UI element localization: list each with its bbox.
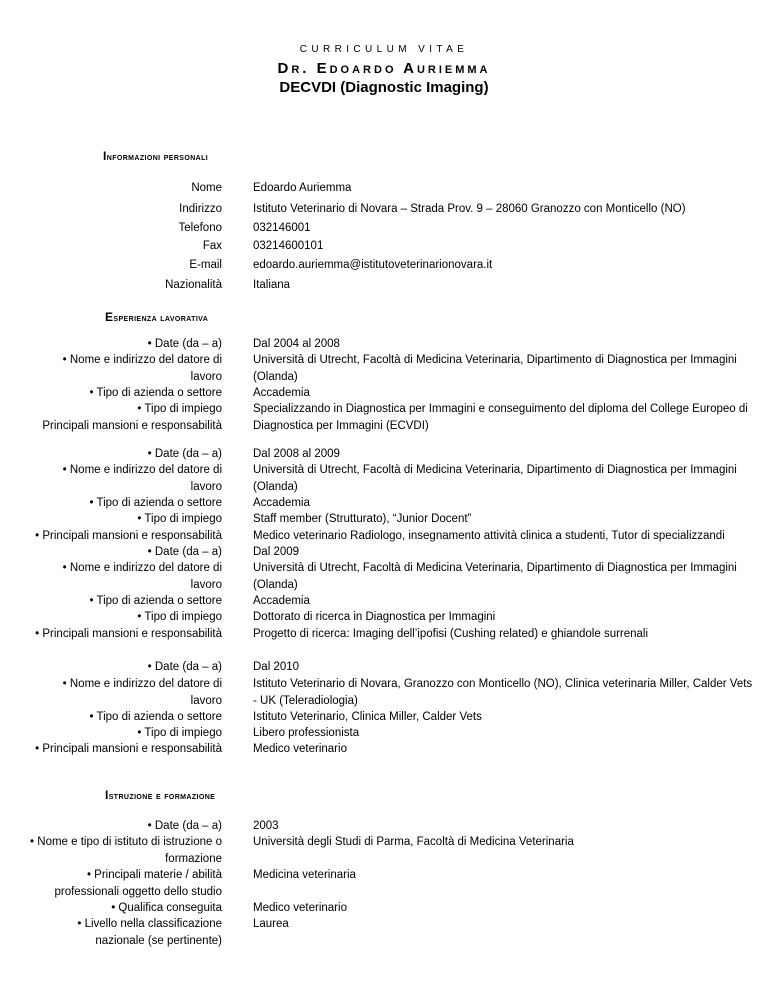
- exp-value-job-type: Specializzando in Diagnostica per Immagini e conseguimento del diploma del College Europeo di Diagnostica per Immagini (ECVDI): [253, 403, 748, 432]
- exp-label-employer: • Nome e indirizzo del datore di lavoro: [62, 464, 222, 493]
- exp-label-date: • Date (da – a): [147, 448, 222, 460]
- label-telefono: Telefono: [178, 222, 222, 234]
- section-heading-experience: Esperienza lavorativa: [105, 310, 209, 324]
- label-indirizzo: Indirizzo: [179, 203, 222, 215]
- edu-value-qualification: Medico veterinario: [253, 902, 347, 914]
- exp-value-job-type: Staff member (Strutturato), “Junior Docent”: [253, 513, 472, 525]
- edu-label-level: • Livello nella classificazione nazionale (se pertinente): [77, 918, 222, 947]
- exp-value-employer: Università di Utrecht, Facoltà di Medicina Veterinaria, Dipartimento di Diagnostica per Immagini (Olanda): [253, 562, 737, 591]
- value-fax: 03214600101: [253, 240, 324, 252]
- exp-label-job-type: • Tipo di impiego: [137, 611, 222, 623]
- section-heading-education: Istruzione e formazione: [105, 788, 216, 802]
- exp-value-job-type: Libero professionista: [253, 727, 360, 739]
- exp-value-job-type: Dottorato di ricerca in Diagnostica per Immagini: [253, 611, 496, 623]
- exp-value-date: Dal 2008 al 2009: [253, 448, 340, 460]
- doc-type-label: CURRICULUM VITAE: [299, 44, 469, 55]
- doc-title: DECVDI (Diagnostic Imaging): [279, 79, 489, 96]
- value-nome: Edoardo Auriemma: [253, 182, 352, 194]
- value-indirizzo: Istituto Veterinario di Novara – Strada Prov. 9 – 28060 Granozzo con Monticello (NO): [253, 203, 686, 215]
- exp-label-date: • Date (da – a): [147, 338, 222, 350]
- exp-value-sector: Accademia: [253, 595, 310, 607]
- exp-label-duties: • Principali mansioni e responsabilità: [35, 628, 222, 640]
- label-nazionalita: Nazionalità: [165, 279, 222, 291]
- exp-value-date: Dal 2004 al 2008: [253, 338, 340, 350]
- exp-label-job-type: • Tipo di impiego: [137, 513, 222, 525]
- exp-label-employer: • Nome e indirizzo del datore di lavoro: [62, 354, 222, 383]
- exp-value-employer: Istituto Veterinario di Novara, Granozzo con Monticello (NO), Clinica veterinaria Miller, Calder Vets - UK (Teleradiologia): [253, 678, 753, 707]
- value-nazionalita: Italiana: [253, 279, 291, 291]
- edu-value-subjects: Medicina veterinaria: [253, 869, 356, 881]
- exp-label-job-type: • Tipo di impiego: [137, 403, 222, 415]
- label-nome: Nome: [191, 182, 222, 194]
- exp-value-date: Dal 2010: [253, 661, 300, 673]
- edu-label-subjects: • Principali materie / abilità professionali oggetto dello studio: [54, 869, 222, 898]
- exp-value-duties: Medico veterinario: [253, 743, 347, 755]
- edu-value-institute: Università degli Studi di Parma, Facoltà di Medicina Veterinaria: [253, 836, 574, 848]
- exp-label-duties: • Principali mansioni e responsabilità: [35, 530, 222, 542]
- value-email[interactable]: edoardo.auriemma@istitutoveterinarionovara.it: [253, 259, 493, 271]
- exp-label-sector: • Tipo di azienda o settore: [89, 497, 222, 509]
- exp-label-sector: • Tipo di azienda o settore: [89, 711, 222, 723]
- exp-value-duties: Progetto di ricerca: Imaging dell’ipofisi (Cushing related) e ghiandole surrenali: [253, 628, 649, 640]
- exp-value-sector: Istituto Veterinario, Clinica Miller, Calder Vets: [253, 711, 482, 723]
- exp-label-employer: • Nome e indirizzo del datore di lavoro: [62, 562, 222, 591]
- exp-label-sector: • Tipo di azienda o settore: [89, 595, 222, 607]
- exp-value-employer: Università di Utrecht, Facoltà di Medicina Veterinaria, Dipartimento di Diagnostica per Immagini (Olanda): [253, 354, 737, 383]
- edu-value-date: 2003: [253, 820, 279, 832]
- section-heading-personal: Informazioni personali: [103, 149, 209, 163]
- edu-label-qualification: • Qualifica conseguita: [111, 902, 222, 914]
- exp-label-sector: • Tipo di azienda o settore: [89, 387, 222, 399]
- edu-value-level: Laurea: [253, 918, 289, 930]
- edu-label-institute: • Nome e tipo di istituto di istruzione o formazione: [30, 836, 222, 865]
- exp-label-date: • Date (da – a): [147, 661, 222, 673]
- edu-label-date: • Date (da – a): [147, 820, 222, 832]
- exp-value-sector: Accademia: [253, 497, 310, 509]
- exp-value-employer: Università di Utrecht, Facoltà di Medicina Veterinaria, Dipartimento di Diagnostica per Immagini (Olanda): [253, 464, 737, 493]
- exp-value-date: Dal 2009: [253, 546, 300, 558]
- exp-label-duties: • Principali mansioni e responsabilità: [35, 743, 222, 755]
- doc-author-name: Dr. Edoardo Auriemma: [277, 60, 491, 77]
- exp-value-sector: Accademia: [253, 387, 310, 399]
- exp-label-employer: • Nome e indirizzo del datore di lavoro: [62, 678, 222, 707]
- exp-label-date: • Date (da – a): [147, 546, 222, 558]
- label-fax: Fax: [202, 240, 222, 252]
- label-email: E-mail: [189, 259, 222, 271]
- exp-label-duties: Principali mansioni e responsabilità: [42, 420, 222, 432]
- exp-label-job-type: • Tipo di impiego: [137, 727, 222, 739]
- exp-value-duties: Medico veterinario Radiologo, insegnamento attività clinica a studenti, Tutor di specializzandi: [253, 530, 725, 542]
- value-telefono: 032146001: [253, 222, 311, 234]
